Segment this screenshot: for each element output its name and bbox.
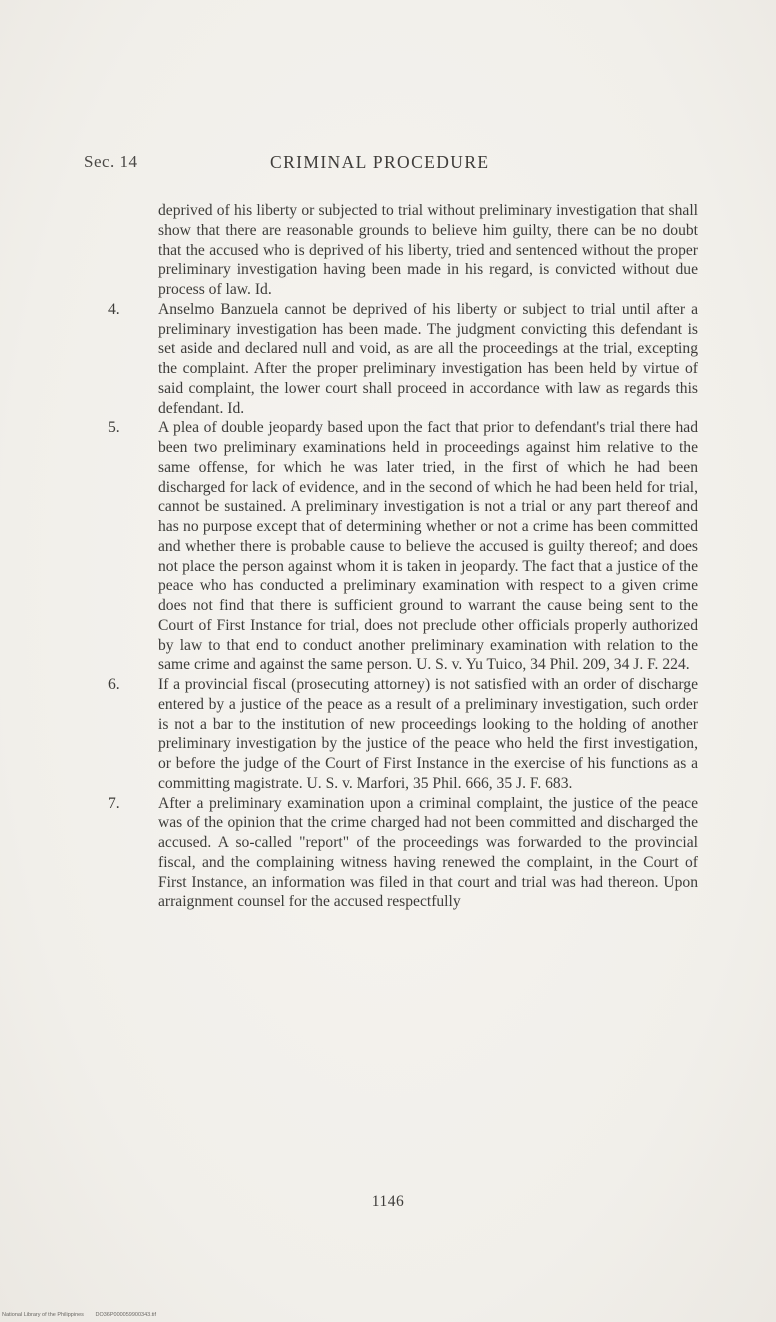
- scan-footer: [2, 1312, 166, 1318]
- item-text: A plea of double jeopardy based upon the fact that prior to defendant's trial there had been two preliminary examinations held in proceedings against him relative to the same offense, for which he was later tried, in the first of which he had been discharged for lack of evidence, and in the second of which he had been held for trial, cannot be sustained. A preliminary investigation is not a trial or any part thereof and has no purpose except that of determining whether or not a crime has been committed and whether there is probable cause to believe the accused is guilty thereof; and does not place the person against whom it is taken in jeopardy. The fact that a justice of the peace who has conducted a preliminary examination with respect to a given crime does not find that there is sufficient ground to warrant the cause being sent to the Court of First Instance for trial, does not preclude other officials properly authorized by law to that end to conduct another preliminary examination with relation to the same crime and against the same person. U. S. v. Yu Tuico, 34 Phil. 209, 34 J. F. 224.: [158, 419, 698, 674]
- page-number: 1146: [371, 1193, 405, 1210]
- list-item-7: [108, 794, 698, 913]
- item-text: After a preliminary examination upon a criminal complaint, the justice of the peace was of the opinion that the crime charged had not been committed and discharged the accused. A so-called "report" of the proceedings was forwarded to the provincial fiscal, and the complaining witness having renewed the complaint, in the Court of First Instance, an information was filed in that court and trial was had thereon. Upon arraignment counsel for the accused respectfully: [158, 794, 698, 911]
- item-number: 5.: [108, 419, 120, 437]
- list-item-5: [108, 418, 698, 675]
- page-header: [84, 152, 704, 176]
- item-number: 6.: [108, 676, 120, 693]
- item-number: 4.: [108, 300, 120, 318]
- running-title: CRIMINAL PROCEDURE: [270, 152, 490, 172]
- continuation-paragraph: deprived of his liberty or subjected to trial without preliminary investigation that shall show that there are reasonable grounds to believe him guilty, there can be no doubt that the accused who is deprived of his liberty, tried and sentenced without the proper preliminary investigation having been made in his regard, is convicted without due process of law. Id.: [158, 202, 698, 298]
- list-item-6: [108, 675, 698, 794]
- library-credit: National Library of the Philippines: [2, 1312, 84, 1318]
- item-number: 7.: [108, 794, 120, 812]
- body-text: [108, 201, 698, 912]
- item-text: If a provincial fiscal (prosecuting attorney) is not satisfied with an order of discharge entered by a justice of the peace as a result of a preliminary investigation, such order is not a bar to the institution of new proceedings looking to the holding of another preliminary investigation by the justice of the peace who held the first investigation, or before the judge of the Court of First Instance in the exercise of his functions as a committing magistrate. U. S. v. Marfori, 35 Phil. 666, 35 J. F. 683.: [158, 676, 698, 792]
- item-text: Anselmo Banzuela cannot be deprived of his liberty or subject to trial until after a preliminary investigation has been made. The judgment convicting this defendant is set aside and declared null and void, as are all the proceedings at the trial, excepting the complaint. After the proper preliminary investigation has been held by virtue of said complaint, the lower court shall proceed in accordance with law as regards this defendant. Id.: [158, 300, 698, 417]
- section-label: Sec. 14: [84, 152, 138, 171]
- list-item-4: [108, 300, 698, 419]
- scan-code: DO36P000059900343.tif: [95, 1312, 157, 1318]
